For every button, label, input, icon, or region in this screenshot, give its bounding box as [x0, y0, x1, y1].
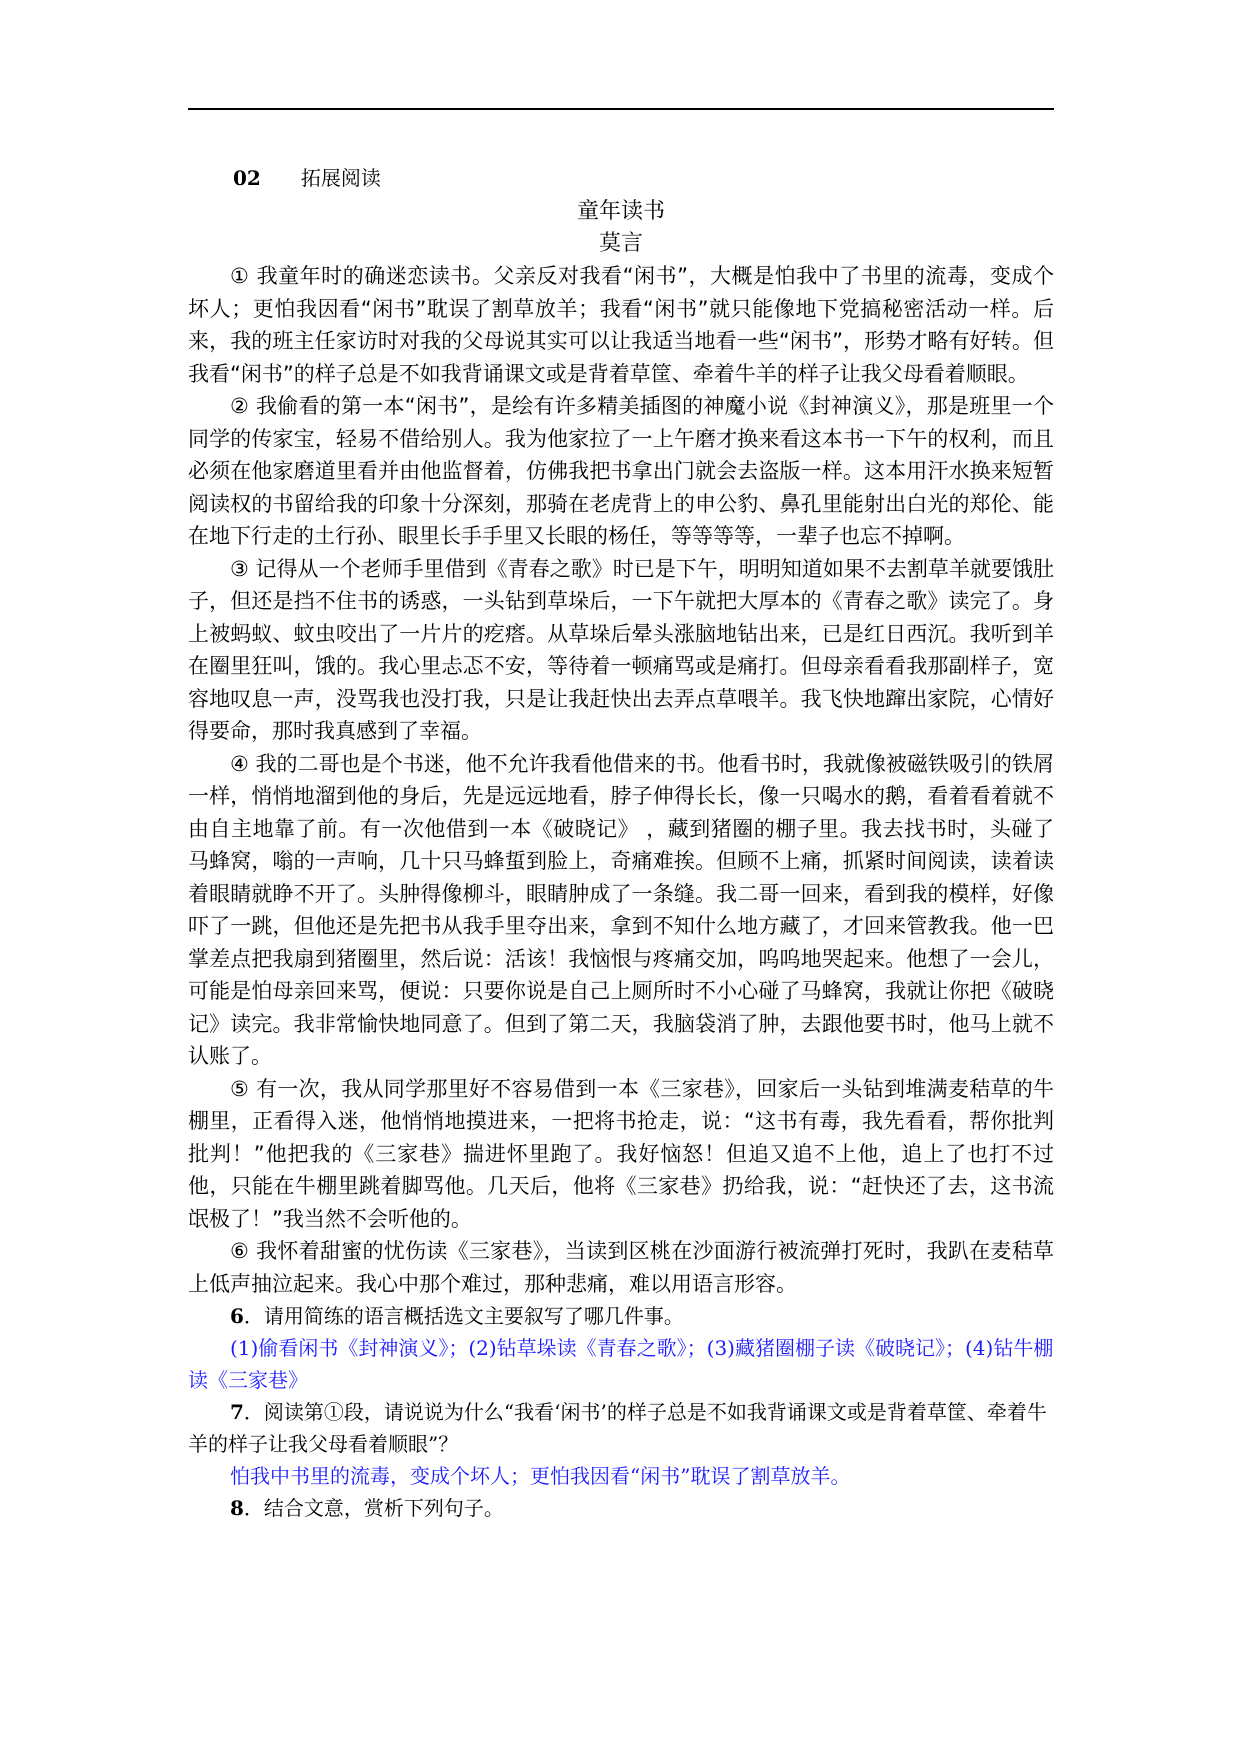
article-author: 莫言 [598, 231, 643, 256]
paragraph-3: ③ 记得从一个老师手里借到《青春之歌》时已是下午，明明知道如果不去割草羊就要饿肚子，但还是挡不住书的诱惑，一头钻到草垛后，一下午就把大厚本的《青春之歌》读完了。身上被蚂蚁、蚊虫咬出了一片片的疙瘩。从草垛后晕头涨脑地钻出来，已是红日西沉。我听到羊在圈里狂叫，饿的。我心里忐忑不安，等待着一顿痛骂或是痛打。但母亲看看我那副样子，宽容地叹息一声，没骂我也没打我，只是让我赶快出去弄点草喂羊。我飞快地蹿出家院，心情好得要命，那时我真感到了幸福。 [188, 556, 1054, 743]
paragraph-1: ① 我童年时的确迷恋读书。父亲反对我看“闲书”，大概是怕我中了书里的流毒，变成个坏人；更怕我因看“闲书”耽误了割草放羊；我看“闲书”就只能像地下党搞秘密活动一样。后来，我的班主任家访时对我的父母说其实可以让我适当地看一些“闲书”，形势才略有好转。但我看“闲书”的样子总是不如我背诵课文或是背着草筐、牵着牛羊的样子让我父母看着顺眼。 [188, 264, 1054, 386]
question-6 [188, 1300, 1054, 1332]
section-title: 拓展阅读 [300, 166, 381, 190]
question-text: ．请用简练的语言概括选文主要叙写了哪几件事。 [243, 1304, 684, 1328]
question-8 [188, 1492, 1054, 1524]
question-number: 8 [230, 1496, 244, 1520]
paragraph-6: ⑥ 我怀着甜蜜的忧伤读《三家巷》，当读到区桃在沙面游行被流弹打死时，我趴在麦秸草上低声抽泣起来。我心中那个难过，那种悲痛，难以用语言形容。 [188, 1239, 1054, 1296]
document-body [188, 160, 1054, 1524]
paragraph-2: ② 我偷看的第一本“闲书”，是绘有许多精美插图的神魔小说《封神演义》，那是班里一个同学的传家宝，轻易不借给别人。我为他家拉了一上午磨才换来看这本书一下午的权利，而且必须在他家磨道里看并由他监督着，仿佛我把书拿出门就会去盗版一样。这本用汗水换来短暂阅读权的书留给我的印象十分深刻，那骑在老虎背上的申公豹、鼻孔里能射出白光的郑伦、能在地下行走的土行孙、眼里长手手里又长眼的杨任，等等等等，一辈子也忘不掉啊。 [188, 394, 1054, 548]
answer-6: (1)偷看闲书《封神演义》；(2)钻草垛读《青春之歌》；(3)藏猪圈棚子读《破晓记》；(4)钻牛棚读《三家巷》 [188, 1336, 1054, 1392]
question-number: 6 [230, 1304, 244, 1328]
paragraph-4: ④ 我的二哥也是个书迷，他不允许我看他借来的书。他看书时，我就像被磁铁吸引的铁屑一样，悄悄地溜到他的身后，先是远远地看，脖子伸得长长，像一只喝水的鹅，看着看着就不由自主地靠了前。有一次他借到一本《破晓记》 ，藏到猪圈的棚子里。我去找书时，头碰了马蜂窝，嗡的一声响，几十只马蜂蜇到脸上，奇痛难挨。但顾不上痛，抓紧时间阅读，读着读着眼睛就睁不开了。头肿得像柳斗，眼睛肿成了一条缝。我二哥一回来，看到我的模样，好像吓了一跳，但他还是先把书从我手里夺出来，拿到不知什么地方藏了，才回来管教我。他一巴掌差点把我扇到猪圈里，然后说：活该！我恼恨与疼痛交加，呜呜地哭起来。他想了一会儿，可能是怕母亲回来骂，便说：只要你说是自己上厕所时不小心碰了马蜂窝，我就让你把《破晓记》读完。我非常愉快地同意了。但到了第二天，我脑袋消了肿，去跟他要书时，他马上就不认账了。 [188, 751, 1054, 1068]
question-text: ．阅读第①段，请说说为什么“我看‘闲书’的样子总是不如我背诵课文或是背着草筐、牵着牛羊的样子让我父母看着顺眼”？ [188, 1400, 1047, 1456]
section-number: 02 [233, 166, 261, 190]
paragraph-5: ⑤ 有一次，我从同学那里好不容易借到一本《三家巷》，回家后一头钻到堆满麦秸草的牛棚里，正看得入迷，他悄悄地摸进来，一把将书抢走，说：“这书有毒，我先看看，帮你批判批判！”他把我的《三家巷》揣进怀里跑了。我好恼怒！但追又追不上他，追上了也打不过他，只能在牛棚里跳着脚骂他。几天后，他将《三家巷》扔给我，说：“赶快还了去，这书流氓极了！”我当然不会听他的。 [188, 1076, 1054, 1231]
question-text: ．结合文意，赏析下列句子。 [243, 1496, 504, 1520]
header-rule [188, 108, 1054, 110]
question-7 [188, 1396, 1054, 1460]
question-number: 7 [230, 1400, 244, 1424]
article-title: 童年读书 [576, 199, 665, 224]
section-heading [188, 160, 1054, 196]
answer-7: 怕我中书里的流毒，变成个坏人；更怕我因看“闲书”耽误了割草放羊。 [230, 1464, 851, 1488]
